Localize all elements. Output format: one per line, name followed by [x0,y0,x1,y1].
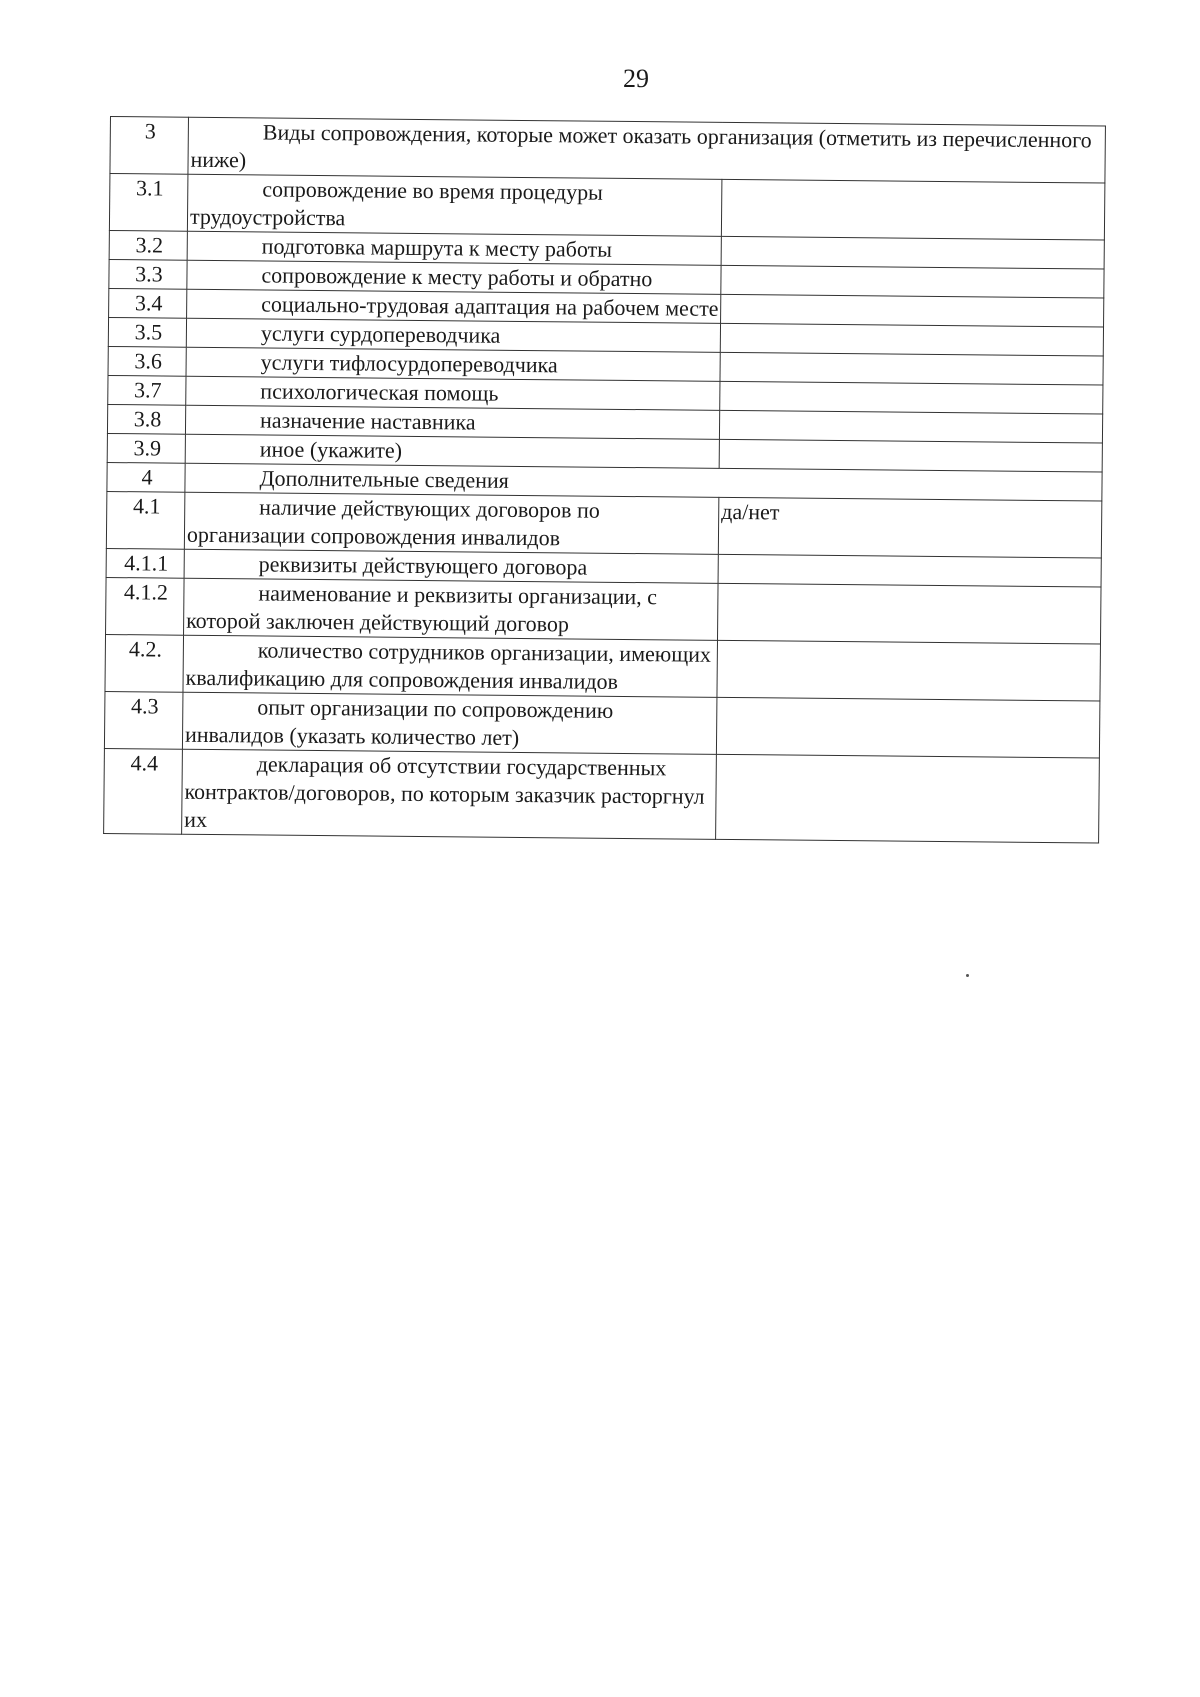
row-number: 4 [107,462,185,492]
row-label: психологическая помощь [186,376,720,410]
row-label: наименование и реквизиты организации, с которой заключен действующий договор [184,578,719,640]
table-row [106,577,1102,644]
section-heading: Виды сопровождения, которые может оказать организация (отметить из перечисленного ниже) [188,117,1106,183]
page-number: 29 [623,64,649,93]
row-label: услуги сурдопереводчика [186,318,720,352]
scan-speck [966,974,969,977]
row-number: 4.3 [104,691,183,749]
row-number: 3.8 [107,404,185,434]
row-value-cell[interactable] [720,323,1103,356]
row-value-cell[interactable] [720,352,1103,385]
row-label: назначение наставника [185,405,719,439]
row-value-cell[interactable] [721,294,1104,327]
row-label: иное (укажите) [185,434,719,468]
row-number: 3.4 [109,288,187,318]
form-sheet [103,116,1105,844]
row-number: 3.7 [108,375,186,405]
row-label: опыт организации по сопровождению инвалидов (указать количество лет) [182,692,717,754]
row-label: услуги тифлосурдопереводчика [186,347,720,381]
row-number: 3.3 [109,259,187,289]
row-number: 4.4 [104,748,183,834]
row-value-cell[interactable] [721,236,1104,269]
table-row [104,691,1100,758]
escort-services-table [103,116,1106,844]
row-number: 4.1 [106,491,185,549]
row-number: 3.5 [108,317,186,347]
row-label: социально-трудовая адаптация на рабочем месте [187,289,721,323]
row-label: сопровождение во время процедуры трудоустройства [187,174,722,236]
row-number: 3 [110,117,189,175]
row-value-cell[interactable] [716,697,1100,758]
row-label: сопровождение к месту работы и обратно [187,260,721,294]
table-row [109,174,1105,241]
row-value-cell[interactable] [719,439,1102,472]
table-row [106,491,1102,558]
row-label: реквизиты действующего договора [184,549,718,583]
section-heading: Дополнительные сведения [185,463,1102,501]
row-number: 3.9 [107,433,185,463]
table-row-section-3 [110,117,1106,184]
row-number: 4.1.1 [106,548,184,578]
table-row [105,634,1101,701]
row-number: 3.2 [109,230,187,260]
row-number: 3.1 [109,174,188,232]
row-value-cell[interactable] [720,381,1103,414]
row-value-cell[interactable] [719,410,1102,443]
row-number: 4.2. [105,634,184,692]
row-label: декларация об отсутствии государственных контрактов/договоров, по которым заказчик расторгнул их [182,749,717,839]
row-value-cell[interactable] [721,179,1105,240]
row-value-cell[interactable] [721,265,1104,298]
row-label: наличие действующих договоров по организации сопровождения инвалидов [184,492,719,554]
row-value-cell[interactable] [718,554,1101,587]
row-label: количество сотрудников организации, имеющих квалификацию для сопровождения инвалидов [183,635,718,697]
row-number: 3.6 [108,346,186,376]
row-label: подготовка маршрута к месту работы [187,231,721,265]
row-number: 4.1.2 [106,577,185,635]
row-value-cell[interactable] [717,640,1101,701]
row-value-cell[interactable]: да/нет [718,497,1102,558]
table-row [104,748,1100,843]
row-value-cell[interactable] [716,754,1100,843]
row-value-cell[interactable] [717,583,1101,644]
